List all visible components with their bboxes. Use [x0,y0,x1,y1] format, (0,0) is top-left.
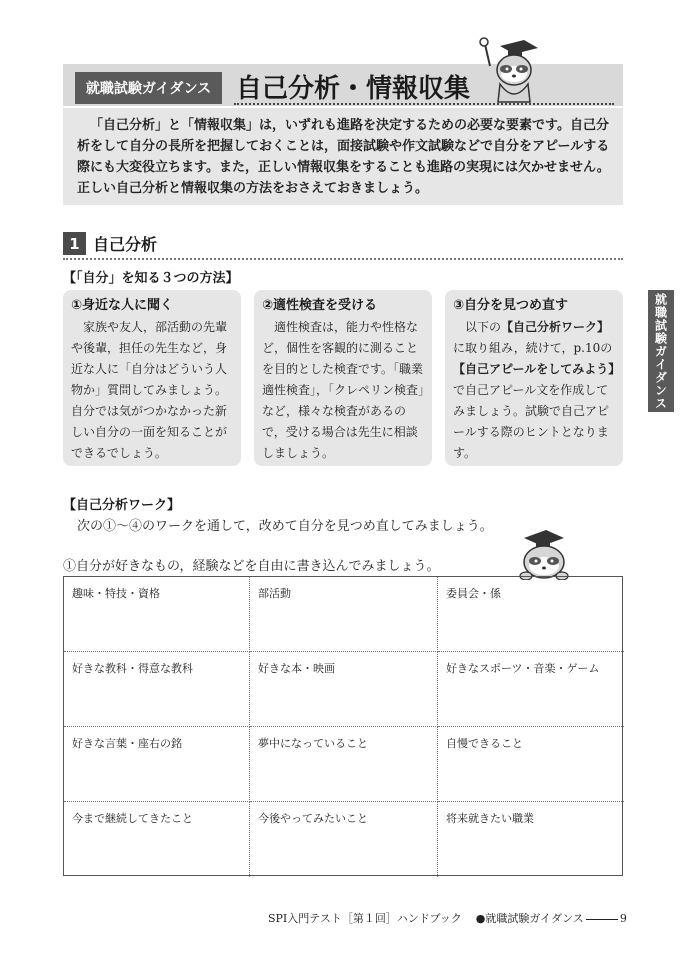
method-card-body: 適性検査は，能力や性格など，個性を客観的に測ることを目的とした検査です。「職業適性検査」，「クレペリン検査」など，様々な検査があるので，受ける場合は先生に相談しましょう。 [262,320,425,460]
self-analysis-worksheet [63,576,623,876]
footer-section: ●就職試験ガイダンス [475,912,584,925]
work-heading: 【自己分析ワーク】 [63,498,181,513]
title-underline [234,103,614,105]
work-prompt: ①自分が好きなもの，経験などを自由に書き込んでみましょう。 [63,559,440,574]
method-card-title: ②適性検査を受ける [262,298,378,313]
card-body-text: に取り組み，続けて，p.10の [453,341,613,355]
worksheet-cell[interactable]: 夢中になっていること [250,727,438,802]
method-card-body: 家族や友人，部活動の先輩や後輩，担任の先生など，身近な人に「自分はどういう人物か」質問してみましょう。自分では気がつかなかった新しい自分の一面を知ることができるでしょう。 [71,320,228,460]
footer-rule [586,919,618,920]
page-footer [268,910,627,926]
intro-box [63,108,623,205]
worksheet-cell[interactable]: 好きな本・映画 [250,652,438,727]
method-card-title: ①身近な人に聞く [71,298,174,313]
method-card-1 [63,290,241,466]
worksheet-cell[interactable]: 今まで継続してきたこと [64,802,250,877]
worksheet-cell[interactable]: 好きな言葉・座右の銘 [64,727,250,802]
method-card-3 [445,290,623,466]
card-body-emphasis: 【自己アピールをしてみよう】 [453,362,621,376]
methods-heading: 【「自分」を知る３つの方法】 [63,271,239,286]
intro-text: 「自己分析」と「情報収集」は，いずれも進路を決定するための必要な要素です。自己分析をして自分の長所を把握しておくことは，面接試験や作文試験などで自分をアピールする際にも大変役立ちます。また，正しい情報収集をすることも進路の実現には欠かせません。正しい自己分析と情報収集の方法をおさえておきましょう。 [77,118,610,196]
method-card-body [453,317,621,464]
page-number: 9 [619,912,627,925]
worksheet-cell[interactable]: 委員会・係 [438,577,624,652]
worksheet-cell[interactable]: 将来就きたい職業 [446,812,534,825]
card-body-text: 以下の [465,320,502,334]
worksheet-cell[interactable]: 趣味・特技・資格 [64,577,250,652]
card-body-text: で自己アピール文を作成してみましょう。試験で自己アピールする際のヒントとなります。 [453,383,610,460]
section-number: 1 [63,232,86,255]
category-badge: 就職試験ガイダンス [75,72,222,104]
worksheet-cell[interactable]: 今後やってみたいこと [250,802,438,877]
worksheet-cell[interactable]: 部活動 [250,577,438,652]
section-underline [63,258,623,260]
worksheet-cell[interactable]: 好きなスポーツ・音楽・ゲーム [438,652,624,727]
section-title: 自己分析 [93,235,158,254]
side-tab: 就職試験ガイダンス [648,290,674,412]
work-instruction: 次の①～④のワークを通して，改めて自分を見つめ直してみましょう。 [77,519,493,534]
mascot-peek-icon [518,528,570,580]
card-body-emphasis: 【自己分析ワーク】 [501,320,610,334]
worksheet-cell[interactable]: 好きな教科・得意な教科 [64,652,250,727]
worksheet-cell[interactable]: 自慢できること [438,727,624,802]
footer-book-title: SPI入門テスト［第１回］ハンドブック [268,912,462,925]
method-card-2 [254,290,432,466]
method-card-title: ③自分を見つめ直す [453,298,569,313]
page-title: 自己分析・情報収集 [236,74,471,104]
mascot-teacher-icon [472,36,542,104]
